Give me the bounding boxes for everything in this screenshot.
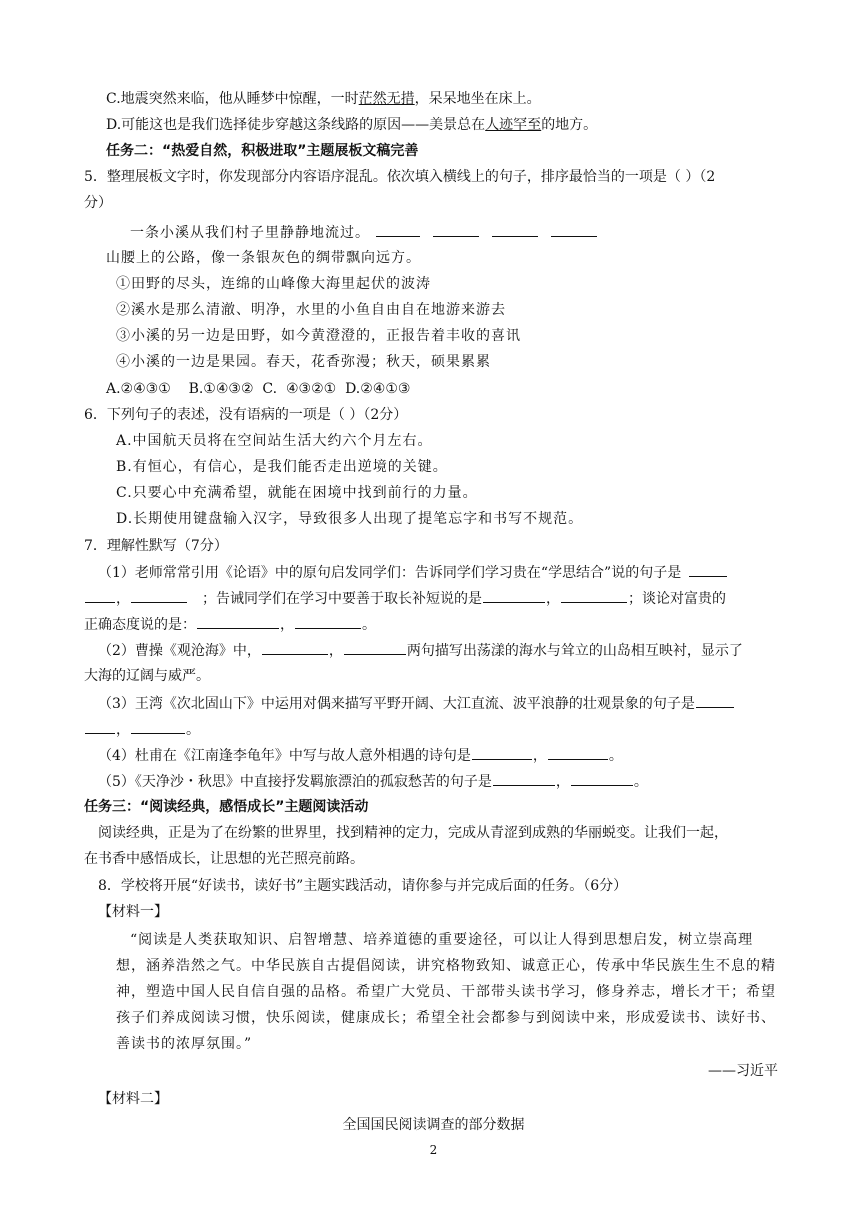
- blank[interactable]: [472, 745, 532, 760]
- blank[interactable]: [295, 614, 361, 629]
- q5-sentence-3: ③小溪的另一边是田野，如今黄澄澄的，正报告着丰收的喜讯: [116, 328, 521, 344]
- blank[interactable]: [131, 719, 185, 734]
- q6-option-a: A.中国航天员将在空间站生活大约六个月左右。: [116, 433, 433, 449]
- q4-option-d: D.可能这也是我们选择徒步穿越这条线路的原因——美景总在人迹罕至的地方。: [106, 117, 598, 133]
- q7-part2-line2: 大海的辽阔与威严。: [84, 668, 210, 684]
- material-1-heading: 【材料一】: [98, 904, 168, 920]
- q6-stem: 6．下列句子的表述，没有语病的一项是（ ）（2分）: [84, 407, 408, 423]
- q7-part3-line2: ， 。: [84, 719, 200, 740]
- blank[interactable]: [483, 588, 545, 603]
- q5-sentence-1: ①田野的尽头，连绵的山峰像大海里起伏的波涛: [116, 276, 431, 292]
- q5-options: A.②④③① B.①④③② C. ④③②① D.②④①③: [106, 381, 411, 397]
- q5-passage-line2: 山腰上的公路，像一条银灰色的绸带飘向远方。: [106, 250, 421, 266]
- q7-part1-line1: （1）老师常常引用《论语》中的原句启发同学们：告诉同学们学习贵在“学思结合”说的句子是: [98, 562, 728, 583]
- blank[interactable]: [85, 719, 115, 734]
- quote-line3: 神，塑造中国人民自信自强的品格。希望广大党员、干部带头读书学习，修身养志，增长才干；希望: [116, 984, 776, 1000]
- blank[interactable]: [493, 771, 555, 786]
- q5-sentence-4: ④小溪的一边是果园。春天，花香弥漫；秋天，硕果累累: [116, 354, 491, 370]
- q5-sentence-2: ②溪水是那么清澈、明净，水里的小鱼自由自在地游来游去: [116, 302, 506, 318]
- q7-part2-line1: （2）曹操《观沧海》中， ， 两句描写出荡漾的海水与耸立的山岛相互映衬，显示了: [98, 640, 743, 661]
- q7-part3-line1: （3）王湾《次北固山下》中运用对偶来描写平野开阔、大江直流、波平浪静的壮观景象的句子是: [98, 693, 735, 714]
- q7-part1-line3: 正确态度说的是： ， 。: [84, 614, 376, 635]
- quote-attribution: ——习近平: [708, 1063, 778, 1079]
- blank[interactable]: [376, 222, 420, 237]
- quote-line2: 想，涵养浩然之气。中华民族自古提倡阅读，讲究格物致知、诚意正心，传承中华民族生生不息的精: [116, 958, 776, 974]
- q7-part5: （5）《天净沙・秋思》中直接抒发羁旅漂泊的孤寂愁苦的句子是 ， 。: [98, 771, 648, 792]
- blank[interactable]: [561, 588, 627, 603]
- q7-stem: 7．理解性默写（7分）: [84, 538, 228, 554]
- blank[interactable]: [262, 640, 328, 655]
- task3-intro-line2: 在书香中感悟成长，让思想的光芒照亮前路。: [84, 851, 364, 867]
- blank[interactable]: [689, 562, 727, 577]
- q7-part4: （4）杜甫在《江南逢李龟年》中写与故人意外相遇的诗句是 ， 。: [98, 745, 623, 766]
- blank[interactable]: [344, 640, 406, 655]
- blank[interactable]: [571, 771, 633, 786]
- blank[interactable]: [131, 588, 187, 603]
- quote-line1: “阅读是人类获取知识、启智增慧、培养道德的重要途径，可以让人得到思想启发，树立崇高理: [130, 932, 754, 948]
- q8-stem: 8．学校将开展“好读书，读好书”主题实践活动，请你参与并完成后面的任务。（6分）: [98, 878, 628, 894]
- material-2-heading: 【材料二】: [98, 1091, 168, 1107]
- q7-part1-line2: ， ；告诫同学们在学习中要善于取长补短说的是 ， ；谈论对富贵的: [84, 588, 726, 609]
- page-number: 2: [429, 1143, 438, 1157]
- blank[interactable]: [433, 222, 479, 237]
- blank[interactable]: [551, 222, 597, 237]
- blank[interactable]: [197, 614, 279, 629]
- q5-stem-cont: 分）: [84, 195, 112, 211]
- q4-option-c: C.地震突然来临，他从睡梦中惊醒，一时茫然无措，呆呆地坐在床上。: [106, 91, 541, 107]
- quote-line4: 孩子们养成阅读习惯，快乐阅读，健康成长；希望全社会都参与到阅读中来，形成爱读书、读好书、: [116, 1010, 776, 1026]
- quote-line5: 善读书的浓厚氛围。”: [116, 1036, 253, 1052]
- task3-intro-line1: 阅读经典，正是为了在纷繁的世界里，找到精神的定力，完成从青涩到成熟的华丽蜕变。让我们一起，: [98, 825, 728, 841]
- blank[interactable]: [696, 693, 734, 708]
- blank[interactable]: [492, 222, 538, 237]
- q5-stem: 5．整理展板文字时，你发现部分内容语序混乱。依次填入横线上的句子，排序最恰当的一项是（ ）（2: [84, 169, 716, 185]
- q6-option-c: C.只要心中充满希望，就能在困境中找到前行的力量。: [116, 485, 478, 501]
- blank[interactable]: [85, 588, 115, 603]
- task2-heading: 任务二：“热爱自然，积极进取”主题展板文稿完善: [106, 143, 419, 159]
- table-title: 全国国民阅读调查的部分数据: [342, 1117, 525, 1133]
- blank[interactable]: [548, 745, 608, 760]
- q6-option-b: B.有恒心，有信心，是我们能否走出逆境的关键。: [116, 459, 448, 475]
- q5-passage-line1: 一条小溪从我们村子里静静地流过。: [130, 222, 598, 243]
- task3-heading: 任务三：“阅读经典，感悟成长”主题阅读活动: [84, 799, 369, 815]
- q6-option-d: D.长期使用键盘输入汉字，导致很多人出现了提笔忘字和书写不规范。: [116, 511, 584, 527]
